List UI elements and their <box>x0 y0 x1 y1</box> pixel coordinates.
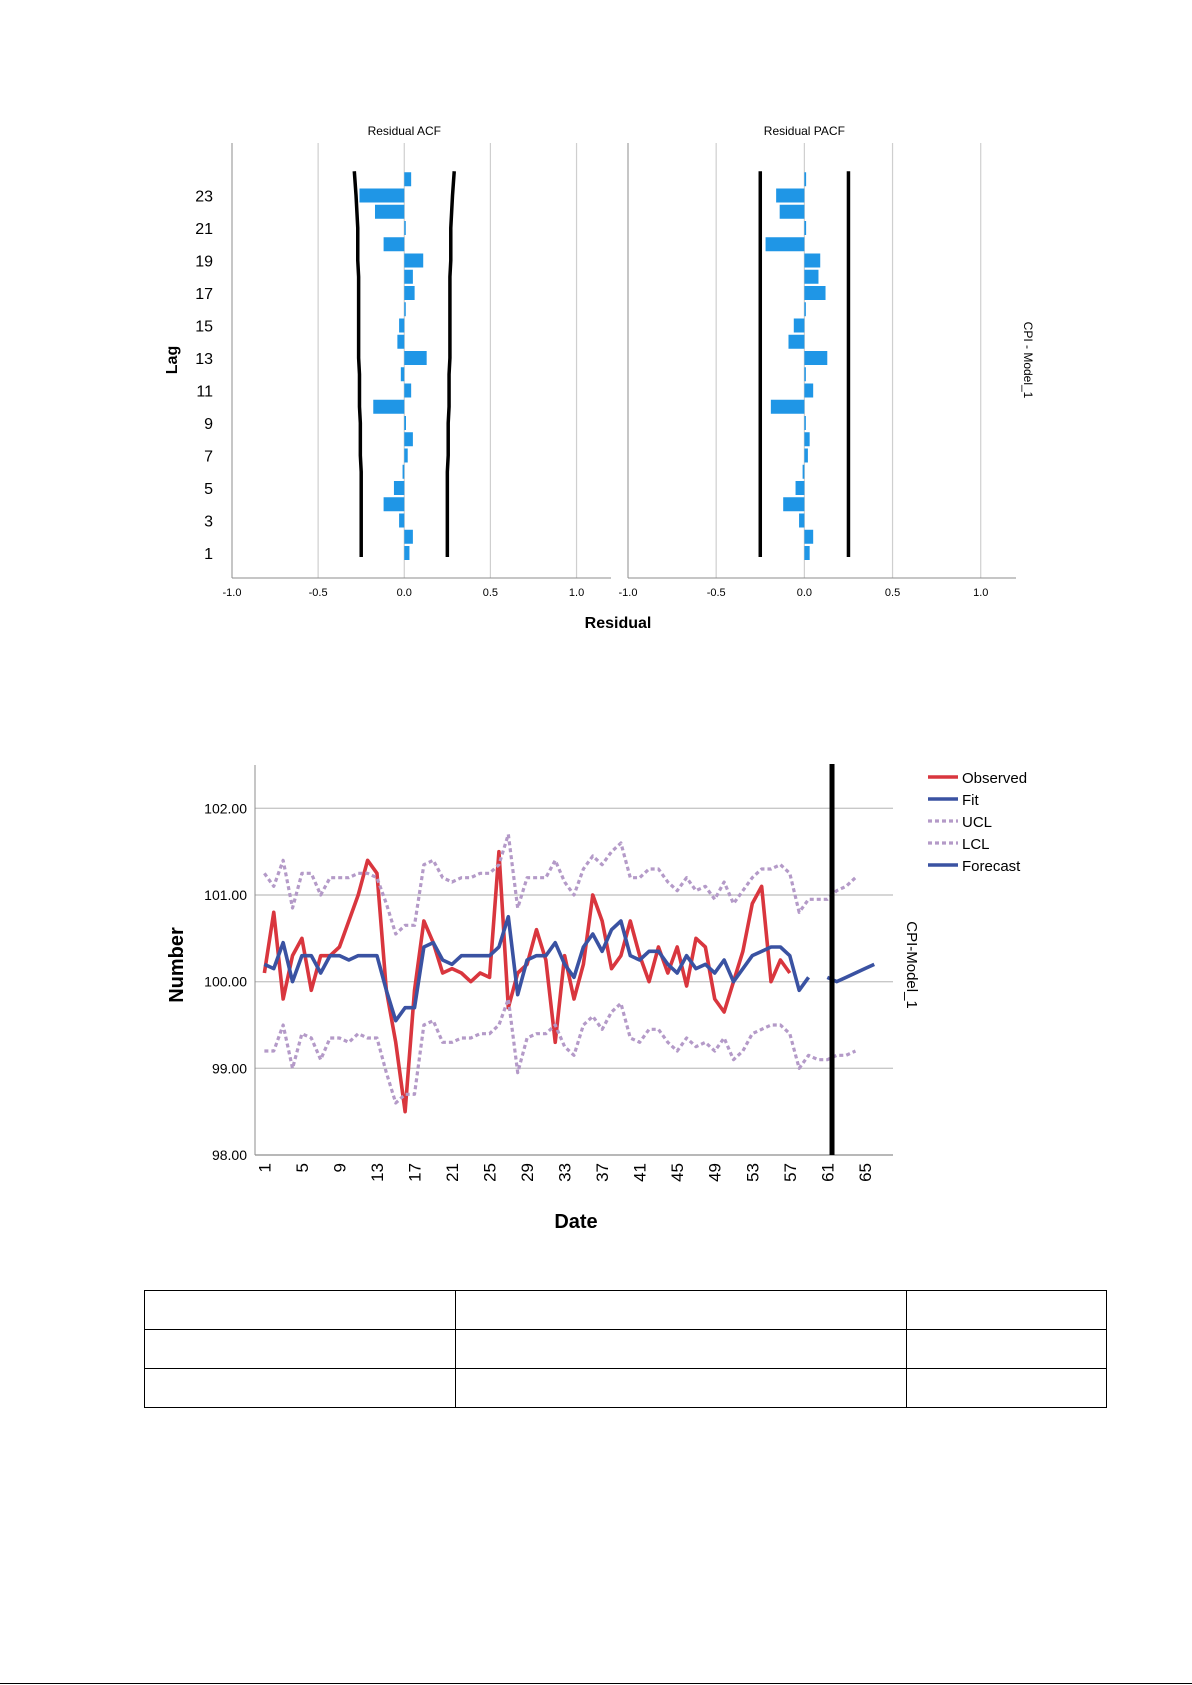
bar <box>804 449 808 463</box>
x-tick-label: 9 <box>330 1163 350 1173</box>
legend-label: Observed <box>962 770 1028 787</box>
table-cell <box>456 1330 907 1369</box>
table-row <box>145 1369 1107 1408</box>
legend-label: Fit <box>962 792 979 809</box>
legend-label: LCL <box>962 836 990 853</box>
bar <box>404 172 411 186</box>
lower-confidence-limit <box>354 171 361 557</box>
bar <box>796 481 805 495</box>
x-tick-label: 57 <box>780 1163 800 1182</box>
bar <box>776 189 804 203</box>
bar <box>804 270 818 284</box>
x-tick-label: 37 <box>593 1163 613 1182</box>
bar <box>404 302 406 316</box>
table-cell <box>145 1369 456 1408</box>
bar <box>403 465 405 479</box>
table-cell <box>907 1369 1107 1408</box>
y-tick-label: 23 <box>195 188 213 206</box>
bar <box>783 497 804 511</box>
bar <box>804 546 809 560</box>
y-tick-label: 21 <box>195 221 213 238</box>
side-label: CPI-Model_1 <box>903 921 920 1009</box>
bar <box>399 319 404 333</box>
bar <box>804 530 813 544</box>
y-axis-label: Number <box>166 927 188 1003</box>
y-tick-label: 17 <box>195 286 213 303</box>
bar <box>404 221 406 235</box>
bar <box>359 189 404 203</box>
legend-label: Forecast <box>962 858 1021 875</box>
y-tick-label: 11 <box>196 383 213 401</box>
table-cell <box>145 1291 456 1330</box>
x-tick-label: 1.0 <box>568 587 585 599</box>
table-row <box>145 1330 1107 1369</box>
chart-panel-acf <box>223 124 611 599</box>
bar <box>766 237 805 251</box>
x-tick-label: 61 <box>818 1163 838 1182</box>
y-tick-label: 101.00 <box>204 887 247 903</box>
bar <box>404 449 407 463</box>
x-tick-label: 0.5 <box>884 587 901 599</box>
x-tick-label: 5 <box>292 1163 312 1173</box>
y-axis-label: Lag <box>164 345 181 375</box>
bar <box>804 221 806 235</box>
x-tick-label: 1.0 <box>973 587 989 599</box>
bar <box>804 302 806 316</box>
x-tick-label: 1 <box>255 1163 275 1173</box>
table-row <box>145 1291 1107 1330</box>
bar <box>397 335 404 349</box>
x-tick-label: -1.0 <box>618 587 638 599</box>
bar <box>384 237 405 251</box>
bar <box>804 384 813 398</box>
bar <box>804 254 820 268</box>
bar <box>804 172 806 186</box>
bar <box>404 546 409 560</box>
x-tick-label: 65 <box>855 1163 875 1182</box>
y-tick-label: 3 <box>204 513 213 531</box>
y-tick-label: 98.00 <box>211 1147 247 1163</box>
upper-confidence-limit <box>447 171 454 557</box>
bar <box>804 432 809 446</box>
x-tick-label: 33 <box>555 1163 575 1182</box>
y-tick-label: 100.00 <box>204 973 247 990</box>
bar <box>788 335 804 349</box>
bar <box>373 400 404 414</box>
bar <box>401 367 404 381</box>
x-tick-label: 17 <box>405 1163 425 1182</box>
bar <box>404 432 413 446</box>
bar <box>394 481 404 495</box>
x-tick-label: -0.5 <box>308 587 328 599</box>
x-tick-label: 0.0 <box>396 587 412 599</box>
page-bottom-rule <box>0 1683 1192 1684</box>
bar <box>804 286 825 300</box>
bar <box>404 254 423 268</box>
bar <box>799 514 804 528</box>
x-tick-label: 49 <box>705 1163 725 1182</box>
bar <box>804 351 827 365</box>
x-tick-label: 21 <box>443 1163 463 1182</box>
bar <box>404 351 426 365</box>
x-axis-label: Residual <box>584 615 652 632</box>
x-axis-label: Date <box>554 1211 598 1233</box>
bar <box>771 400 805 414</box>
x-tick-label: -0.5 <box>706 587 726 599</box>
x-tick-label: -1.0 <box>222 587 242 599</box>
bar <box>404 384 411 398</box>
y-tick-label: 13 <box>195 351 213 368</box>
x-tick-label: 13 <box>367 1163 387 1182</box>
y-tick-label: 9 <box>204 416 213 433</box>
bar <box>399 514 404 528</box>
x-tick-label: 25 <box>480 1163 500 1182</box>
table-cell <box>907 1291 1107 1330</box>
y-tick-label: 15 <box>195 318 213 336</box>
table-cell <box>456 1291 907 1330</box>
panel-title: Residual PACF <box>763 124 845 138</box>
table-cell <box>907 1330 1107 1369</box>
summary-table <box>144 1290 1107 1408</box>
legend-label: UCL <box>962 814 993 831</box>
x-tick-label: 41 <box>630 1163 650 1182</box>
bar <box>780 205 805 219</box>
x-tick-label: 0.0 <box>796 587 813 599</box>
y-tick-label: 5 <box>204 481 213 498</box>
table-cell <box>456 1369 907 1408</box>
bar <box>384 497 405 511</box>
bar <box>404 530 413 544</box>
bar <box>803 465 805 479</box>
bar <box>804 416 806 430</box>
y-tick-label: 102.00 <box>204 800 247 817</box>
x-tick-label: 53 <box>743 1163 763 1182</box>
series-line-ucl <box>264 834 855 934</box>
side-label: CPI - Model_1 <box>1021 321 1035 399</box>
bar <box>404 416 406 430</box>
legend <box>928 770 1027 875</box>
x-tick-label: 45 <box>668 1163 688 1182</box>
y-tick-label: 7 <box>204 448 213 466</box>
panel-title: Residual ACF <box>367 124 441 138</box>
x-tick-label: 29 <box>518 1163 538 1182</box>
x-tick-label: 0.5 <box>482 587 499 599</box>
bar <box>804 367 806 381</box>
bar <box>794 319 805 333</box>
y-tick-label: 99.00 <box>211 1060 247 1077</box>
bar <box>404 270 413 284</box>
chart-panel-pacf <box>619 124 1016 599</box>
y-tick-label: 1 <box>204 546 213 563</box>
residual-acf-pacf-chart <box>0 0 1192 650</box>
bar <box>375 205 404 219</box>
table-cell <box>145 1330 456 1369</box>
y-tick-label: 19 <box>195 253 213 271</box>
cpi-forecast-chart <box>0 740 1192 1260</box>
bar <box>404 286 414 300</box>
